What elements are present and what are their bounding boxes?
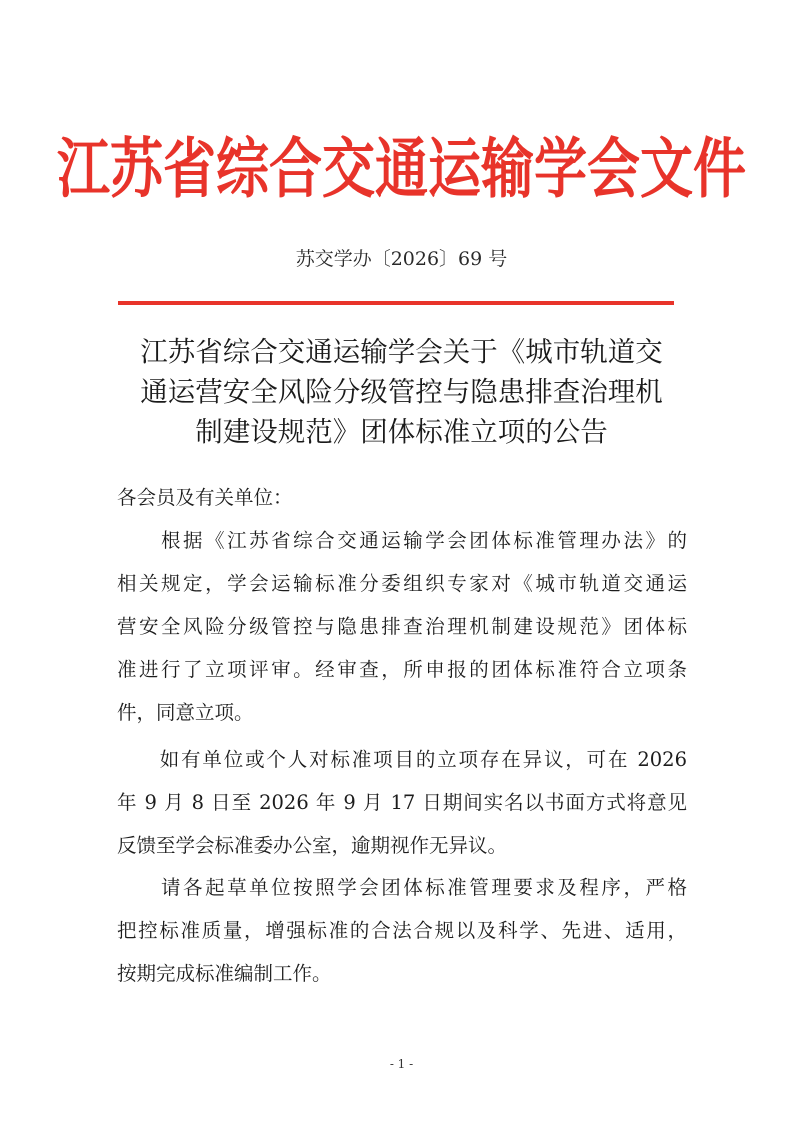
paragraph-line: 把控标准质量，增强标准的合法合规以及科学、先进、适用， <box>117 919 687 942</box>
issuer-header-title: 江苏省综合交通运输学会文件 <box>57 131 746 208</box>
paragraph-approval <box>117 519 687 734</box>
announcement-title-line: 制建设规范》团体标准立项的公告 <box>195 416 608 448</box>
announcement-title-line: 江苏省综合交通运输学会关于《城市轨道交 <box>140 336 663 368</box>
paragraph-line: 年 9 月 8 日至 2026 年 9 月 17 日期间实名以书面方式将意见 <box>117 791 687 814</box>
paragraph-objection <box>117 738 687 867</box>
paragraph-line: 按期完成标准编制工作。 <box>117 962 332 985</box>
paragraph-line: 营安全风险分级管控与隐患排查治理机制建设规范》团体标 <box>117 615 687 638</box>
paragraph-line: 请各起草单位按照学会团体标准管理要求及程序，严格 <box>117 876 687 899</box>
announcement-title-line: 通运营安全风险分级管控与隐患排查治理机 <box>140 376 663 408</box>
paragraph-line: 根据《江苏省综合交通运输学会团体标准管理办法》的 <box>117 529 687 552</box>
salutation: 各会员及有关单位： <box>117 486 293 509</box>
paragraph-line: 反馈至学会标准委办公室，逾期视作无异议。 <box>117 834 508 857</box>
paragraph-line: 准进行了立项评审。经审查，所申报的团体标准符合立项条 <box>117 658 687 681</box>
red-divider-line <box>118 301 674 305</box>
document-number: 苏交学办〔2026〕69 号 <box>295 248 508 270</box>
paragraph-line: 相关规定，学会运输标准分委组织专家对《城市轨道交通运 <box>117 572 687 595</box>
paragraph-requirements <box>117 866 687 995</box>
page-number: - 1 - <box>389 1057 414 1071</box>
paragraph-line: 如有单位或个人对标准项目的立项存在异议，可在 2026 <box>117 748 687 771</box>
announcement-title <box>100 332 703 452</box>
paragraph-line: 件，同意立项。 <box>117 701 254 724</box>
